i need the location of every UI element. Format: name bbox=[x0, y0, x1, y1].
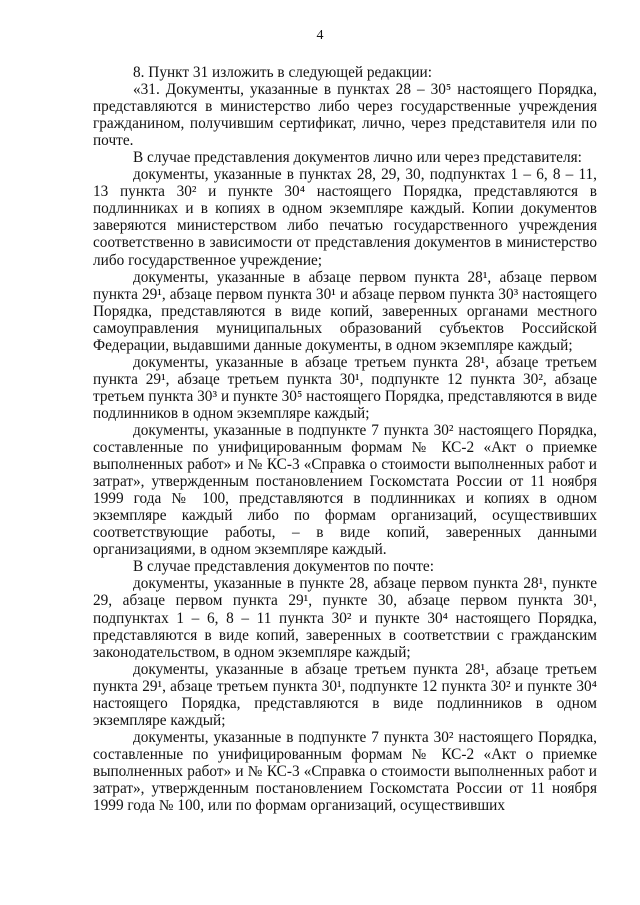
paragraph-in-person-heading: В случае представления документов лично или через представителя: bbox=[133, 149, 582, 167]
paragraph-by-mail-ks-forms: документы, указанные в подпункте 7 пункта 30² настоящего Порядка, составленные по унифицированным формам № КС-2 «Акт о приемке выполненных работ» и № КС-3 «Справка о стоимости выполненных работ и затрат», утвержденным постановлением Госкомстата России от 11 ноября 1999 года № 100, или по формам организаций, осуществивших bbox=[93, 728, 597, 815]
paragraph-in-person-originals-copies: документы, указанные в пунктах 28, 29, 30, подпунктах 1 – 6, 8 – 11, 13 пункта 30² и пункте 30⁴ настоящего Порядка, представляются в подлинниках и в копиях в одном экземпляре каждый. Копии документов заверяются министерством либо печатью государственного учреждения соответственно в зависимости от представления документов в министерство либо государственное учреждение; bbox=[93, 166, 597, 269]
page-number: 4 bbox=[316, 28, 324, 43]
paragraph-in-person-certified-copies: документы, указанные в абзаце первом пункта 28¹, абзаце первом пункта 29¹, абзаце первом пункта 30¹ и абзаце первом пункта 30³ настоящего Порядка, представляются в виде копий, заверенных органами местного самоуправления муниципальных образований субъектов Российской Федерации, выдавшими данные документы, в одном экземпляре каждый; bbox=[93, 268, 597, 354]
paragraph-by-mail-heading: В случае представления документов по почте: bbox=[133, 558, 434, 576]
paragraph-point-31: «31. Документы, указанные в пунктах 28 – 30⁵ настоящего Порядка, представляются в министерство либо через государственные учреждения гражданином, получившим сертификат, лично, через представителя или по почте. bbox=[93, 81, 597, 150]
paragraph-by-mail-certified-copies: документы, указанные в пункте 28, абзаце первом пункта 28¹, пункте 29, абзаце первом пункта 29¹, пункте 30, абзаце первом пункта 30¹, подпунктах 1 – 6, 8 – 11 пункта 30² и пункте 30⁴ настоящего Порядка, представляются в виде копий, заверенных в соответствии с гражданским законодательством, в одном экземпляре каждый; bbox=[93, 575, 597, 661]
paragraph-in-person-ks-forms: документы, указанные в подпункте 7 пункта 30² настоящего Порядка, составленные по унифицированным формам № КС-2 «Акт о приемке выполненных работ» и № КС-3 «Справка о стоимости выполненных работ и затрат», утвержденным постановлением Госкомстата России от 11 ноября 1999 года № 100, представляются в подлинниках и копиях в одном экземпляре каждый либо по формам организаций, осуществивших соответствующие работы, – в виде копий, заверенных данными организациями, в одном экземпляре каждый. bbox=[93, 421, 597, 559]
document-body bbox=[93, 64, 597, 814]
paragraph-by-mail-originals: документы, указанные в абзаце третьем пункта 28¹, абзаце третьем пункта 29¹, абзаце третьем пункта 30¹, подпункте 12 пункта 30² и пункте 30⁴ настоящего Порядка, представляются в виде подлинников в одном экземпляре каждый; bbox=[93, 660, 597, 729]
paragraph-item-8-heading: 8. Пункт 31 изложить в следующей редакции: bbox=[133, 64, 432, 81]
paragraph-in-person-originals: документы, указанные в абзаце третьем пункта 28¹, абзаце третьем пункта 29¹, абзаце третьем пункта 30¹, подпункте 12 пункта 30², абзаце третьем пункта 30³ и пункте 30⁵ настоящего Порядка, представляются в виде подлинников в одном экземпляре каждый; bbox=[93, 353, 597, 422]
